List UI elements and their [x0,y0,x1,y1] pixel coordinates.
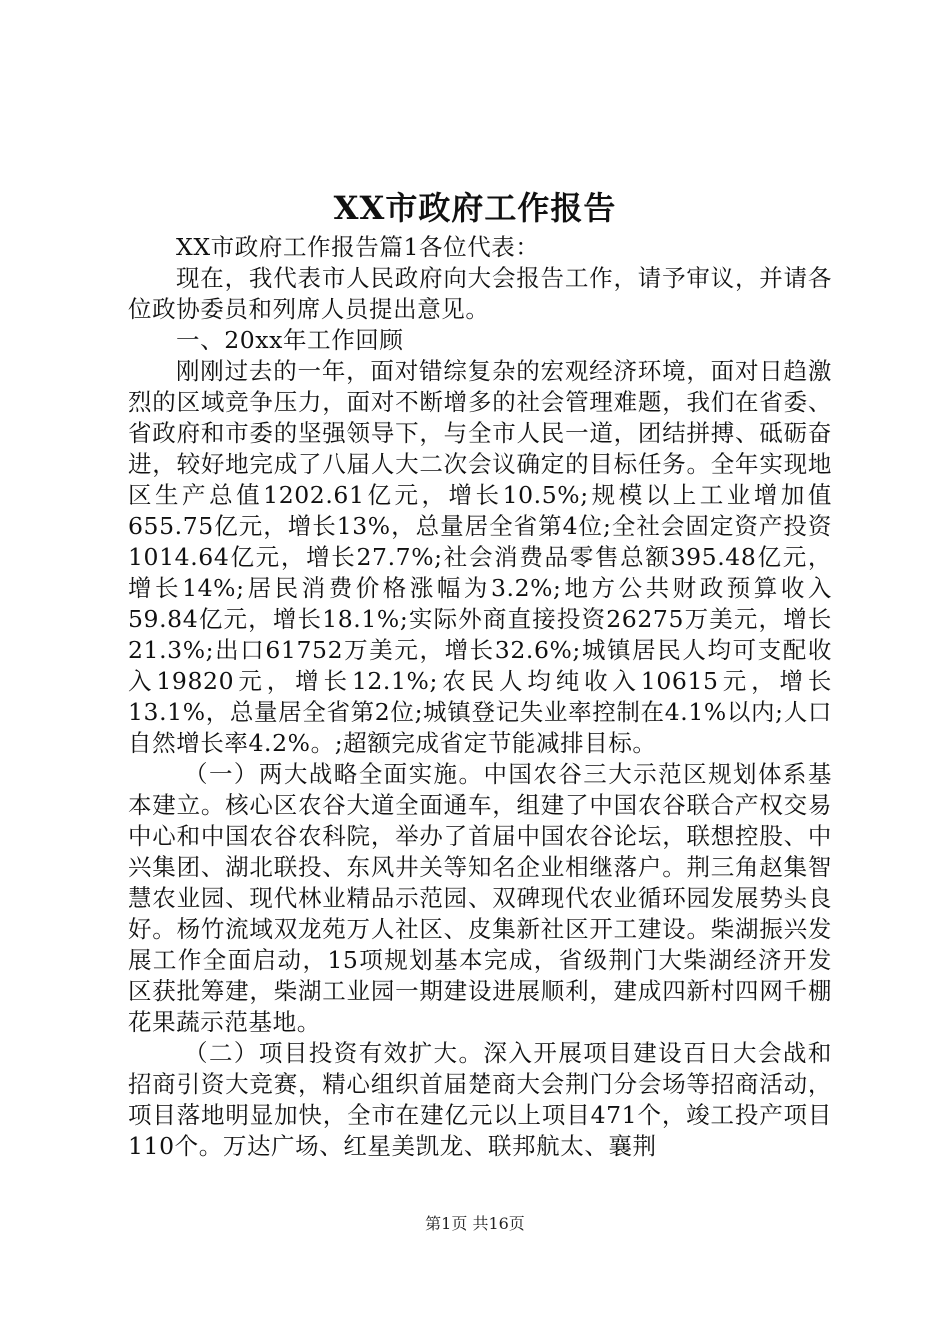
paragraph-review: 刚刚过去的一年，面对错综复杂的宏观经济环境，面对日趋激烈的区域竞争压力，面对不断增多的社会管理难题，我们在省委、省政府和市委的坚强领导下，与全市人民一道，团结拼搏、砥砺奋进，较好地完成了八届人大二次会议确定的目标任务。全年实现地区生产总值1202.61亿元，增长10.5%;规模以上工业增加值655.75亿元，增长13%，总量居全省第4位;全社会固定资产投资1014.64亿元，增长27.7%;社会消费品零售总额395.48亿元，增长14%;居民消费价格涨幅为3.2%;地方公共财政预算收入59.84亿元，增长18.1%;实际外商直接投资26275万美元，增长21.3%;出口61752万美元，增长32.6%;城镇居民人均可支配收入19820元，增长12.1%;农民人均纯收入10615元，增长13.1%，总量居全省第2位;城镇登记失业率控制在4.1%以内;人口自然增长率4.2%。;超额完成省定节能减排目标。 [128,357,832,757]
page-number: 第1页 共16页 [425,1214,525,1233]
paragraph-intro: 现在，我代表市人民政府向大会报告工作，请予审议，并请各位政协委员和列席人员提出意见。 [128,264,832,323]
paragraph-strategy: （一）两大战略全面实施。中国农谷三大示范区规划体系基本建立。核心区农谷大道全面通车，组建了中国农谷联合产权交易中心和中国农谷农科院，举办了首届中国农谷论坛，联想控股、中兴集团、湖北联投、东风井关等知名企业相继落户。荆三角赵集智慧农业园、现代林业精品示范园、双碑现代农业循环园发展势头良好。杨竹流域双龙苑万人社区、皮集新社区开工建设。柴湖振兴发展工作全面启动，15项规划基本完成，省级荆门大柴湖经济开发区获批筹建，柴湖工业园一期建设进展顺利，建成四新村四网千棚花果蔬示范基地。 [128,760,832,1036]
document-body [128,232,832,1162]
paragraph-heading-line: XX市政府工作报告篇1各位代表： [176,233,540,261]
paragraph-investment: （二）项目投资有效扩大。深入开展项目建设百日大会战和招商引资大竞赛，精心组织首届楚商大会荆门分会场等招商活动，项目落地明显加快，全市在建亿元以上项目471个，竣工投产项目110个。万达广场、红星美凯龙、联邦航太、襄荆 [128,1039,832,1160]
section-heading: 一、20xx年工作回顾 [176,326,404,354]
document-title: XX市政府工作报告 [333,189,617,227]
